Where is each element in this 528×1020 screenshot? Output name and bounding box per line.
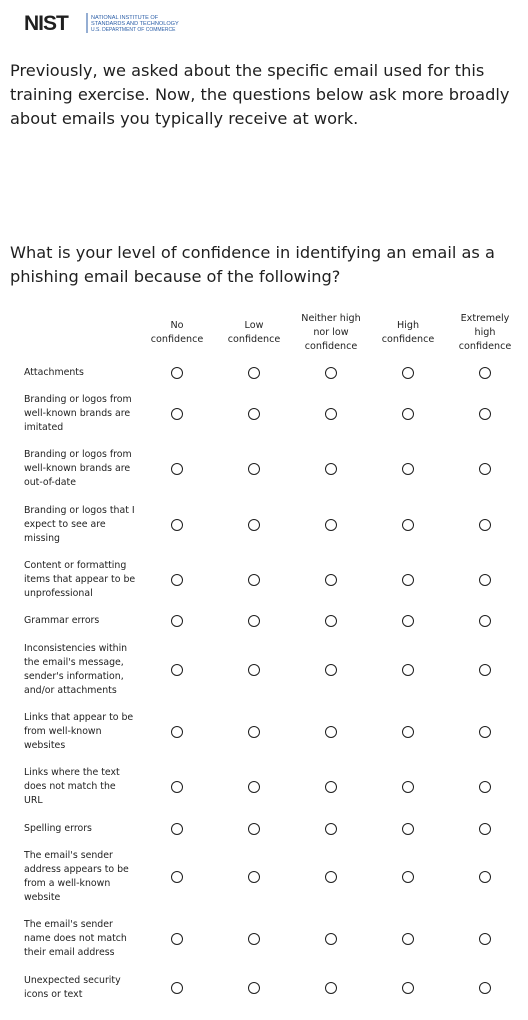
radio-row-8-col-3[interactable] bbox=[325, 726, 337, 738]
radio-row-8-col-1[interactable] bbox=[171, 726, 183, 738]
column-header-5: Extremely high confidence bbox=[458, 313, 512, 352]
radio-row-1-col-2[interactable] bbox=[248, 367, 260, 379]
radio-row-6-col-2[interactable] bbox=[248, 615, 260, 627]
radio-row-13-col-1[interactable] bbox=[171, 982, 183, 994]
radio-row-4-col-3[interactable] bbox=[325, 519, 337, 531]
radio-row-1-col-5[interactable] bbox=[479, 367, 491, 379]
radio-row-13-col-5[interactable] bbox=[479, 982, 491, 994]
logo-line-1: NATIONAL INSTITUTE OF bbox=[91, 15, 159, 21]
radio-row-6-col-1[interactable] bbox=[171, 615, 183, 627]
question-text: What is your level of confidence in identifying an email as a phishing email because of the following? bbox=[10, 243, 495, 286]
radio-row-10-col-1[interactable] bbox=[171, 823, 183, 835]
radio-row-3-col-4[interactable] bbox=[402, 463, 414, 475]
radio-row-11-col-2[interactable] bbox=[248, 871, 260, 883]
column-header-4: High confidence bbox=[381, 320, 435, 345]
radio-row-9-col-1[interactable] bbox=[171, 781, 183, 793]
radio-row-3-col-2[interactable] bbox=[248, 463, 260, 475]
logo-mark: NIST bbox=[24, 12, 68, 35]
row-label-4: Branding or logos that I expect to see are missing bbox=[24, 505, 135, 544]
radio-row-10-col-4[interactable] bbox=[402, 823, 414, 835]
radio-row-10-col-2[interactable] bbox=[248, 823, 260, 835]
row-label-1: Attachments bbox=[24, 367, 84, 378]
radio-row-1-col-1[interactable] bbox=[171, 367, 183, 379]
row-label-9: Links where the text does not match the URL bbox=[24, 767, 120, 806]
row-label-10: Spelling errors bbox=[24, 823, 92, 834]
row-label-8: Links that appear to be from well-known websites bbox=[24, 712, 134, 751]
radio-row-8-col-2[interactable] bbox=[248, 726, 260, 738]
radio-row-5-col-3[interactable] bbox=[325, 574, 337, 586]
row-label-6: Grammar errors bbox=[24, 615, 100, 626]
row-label-2: Branding or logos from well-known brands are imitated bbox=[24, 394, 132, 433]
radio-row-1-col-3[interactable] bbox=[325, 367, 337, 379]
radio-row-11-col-5[interactable] bbox=[479, 871, 491, 883]
radio-row-4-col-4[interactable] bbox=[402, 519, 414, 531]
radio-row-9-col-2[interactable] bbox=[248, 781, 260, 793]
radio-row-12-col-1[interactable] bbox=[171, 933, 183, 945]
radio-row-5-col-4[interactable] bbox=[402, 574, 414, 586]
row-label-7: Inconsistencies within the email's message, sender's information, and/or attachments bbox=[24, 643, 128, 696]
radio-row-6-col-3[interactable] bbox=[325, 615, 337, 627]
radio-row-9-col-4[interactable] bbox=[402, 781, 414, 793]
column-header-2: Low confidence bbox=[227, 320, 281, 345]
radio-row-7-col-4[interactable] bbox=[402, 664, 414, 676]
radio-row-9-col-3[interactable] bbox=[325, 781, 337, 793]
radio-row-1-col-4[interactable] bbox=[402, 367, 414, 379]
column-header-3: Neither high nor low confidence bbox=[301, 313, 361, 352]
radio-row-11-col-3[interactable] bbox=[325, 871, 337, 883]
logo-line-3: U.S. DEPARTMENT OF COMMERCE bbox=[91, 27, 176, 33]
radio-row-2-col-1[interactable] bbox=[171, 408, 183, 420]
radio-row-12-col-4[interactable] bbox=[402, 933, 414, 945]
radio-row-4-col-2[interactable] bbox=[248, 519, 260, 531]
column-header-1: No confidence bbox=[150, 320, 204, 345]
radio-row-3-col-5[interactable] bbox=[479, 463, 491, 475]
radio-row-9-col-5[interactable] bbox=[479, 781, 491, 793]
radio-row-5-col-2[interactable] bbox=[248, 574, 260, 586]
radio-row-2-col-2[interactable] bbox=[248, 408, 260, 420]
radio-row-4-col-5[interactable] bbox=[479, 519, 491, 531]
radio-row-4-col-1[interactable] bbox=[171, 519, 183, 531]
logo-line-2: STANDARDS AND TECHNOLOGY bbox=[91, 21, 179, 27]
intro-text: Previously, we asked about the specific email used for this training exercise. Now, the questions below ask more broadly about emails you typically receive at work. bbox=[10, 61, 510, 128]
radio-row-12-col-5[interactable] bbox=[479, 933, 491, 945]
radio-row-10-col-5[interactable] bbox=[479, 823, 491, 835]
radio-row-7-col-1[interactable] bbox=[171, 664, 183, 676]
row-label-12: The email's sender name does not match their email address bbox=[24, 919, 127, 958]
radio-row-6-col-4[interactable] bbox=[402, 615, 414, 627]
radio-row-6-col-5[interactable] bbox=[479, 615, 491, 627]
radio-row-7-col-2[interactable] bbox=[248, 664, 260, 676]
row-label-11: The email's sender address appears to be from a well-known website bbox=[24, 850, 129, 903]
radio-row-5-col-5[interactable] bbox=[479, 574, 491, 586]
radio-row-12-col-2[interactable] bbox=[248, 933, 260, 945]
radio-row-12-col-3[interactable] bbox=[325, 933, 337, 945]
radio-row-2-col-3[interactable] bbox=[325, 408, 337, 420]
radio-row-13-col-2[interactable] bbox=[248, 982, 260, 994]
row-label-13: Unexpected security icons or text bbox=[24, 975, 121, 1000]
radio-row-8-col-5[interactable] bbox=[479, 726, 491, 738]
radio-row-11-col-1[interactable] bbox=[171, 871, 183, 883]
radio-row-11-col-4[interactable] bbox=[402, 871, 414, 883]
radio-row-2-col-5[interactable] bbox=[479, 408, 491, 420]
radio-row-5-col-1[interactable] bbox=[171, 574, 183, 586]
radio-row-13-col-4[interactable] bbox=[402, 982, 414, 994]
radio-row-10-col-3[interactable] bbox=[325, 823, 337, 835]
radio-row-2-col-4[interactable] bbox=[402, 408, 414, 420]
row-label-3: Branding or logos from well-known brands are out-of-date bbox=[24, 449, 132, 488]
radio-row-3-col-3[interactable] bbox=[325, 463, 337, 475]
row-label-5: Content or formatting items that appear to be unprofessional bbox=[24, 560, 136, 599]
radio-row-13-col-3[interactable] bbox=[325, 982, 337, 994]
radio-row-8-col-4[interactable] bbox=[402, 726, 414, 738]
radio-row-7-col-5[interactable] bbox=[479, 664, 491, 676]
radio-row-7-col-3[interactable] bbox=[325, 664, 337, 676]
radio-row-3-col-1[interactable] bbox=[171, 463, 183, 475]
